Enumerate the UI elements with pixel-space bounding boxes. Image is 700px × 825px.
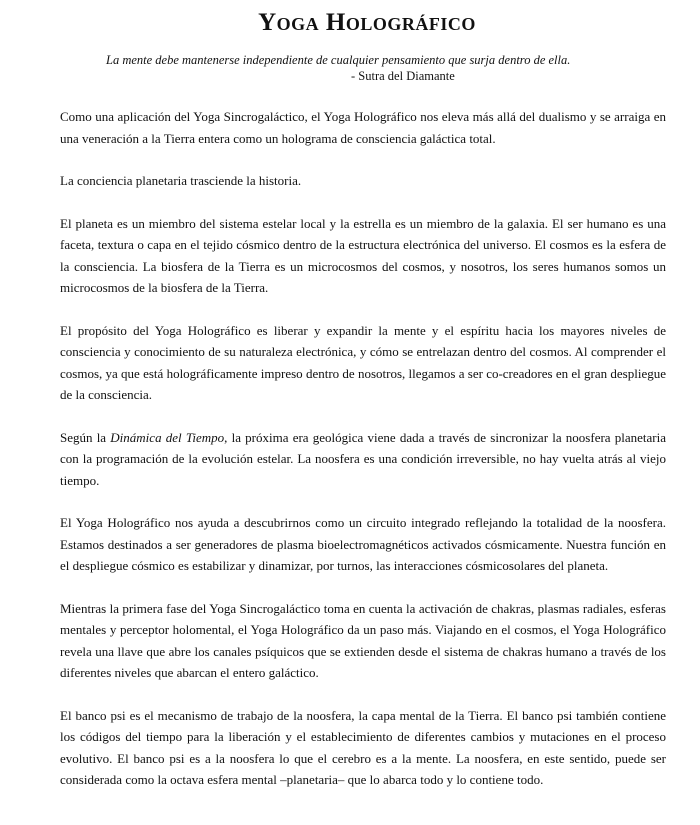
paragraph: La conciencia planetaria trasciende la historia. — [60, 173, 302, 188]
epigraph-source: - Sutra del Diamante — [351, 69, 455, 83]
paragraph: Mientras la primera fase del Yoga Sincrogaláctico toma en cuenta la activación de chakras, plasmas radiales, esferas mentales y perceptor holomental, el Yoga Holográfico da un paso más. Viajando en el cosmos, el Yoga Holográfico revela una llave que abre los canales psíquicos que se extienden desde el sistema de chakras humano a través de los diferentes niveles que abarcan el entero galáctico. — [60, 600, 666, 680]
paragraph: El planeta es un miembro del sistema estelar local y la estrella es un miembro de la galaxia. El ser humano es una faceta, textura o capa en el tejido cósmico dentro de la estructura electrónica del universo. El cosmos es la esfera de la consciencia. La biosfera de la Tierra es un microcosmos del cosmos, y nosotros, los seres humanos somos un microcosmos de la biosfera de la Tierra. — [60, 215, 666, 295]
book-title: Dinámica del Tiempo — [110, 429, 225, 445]
paragraph: El propósito del Yoga Holográfico es liberar y expandir la mente y el espíritu hacia los mayores niveles de consciencia y conocimiento de su naturaleza electrónica, y cómo se entrelazan dentro del cosmos. Al comprender el cosmos, ya que está holográficamente impreso dentro de nosotros, llegamos a ser co-creadores en el gran despliegue de la consciencia. — [60, 322, 666, 402]
paragraph: El banco psi es el mecanismo de trabajo de la noosfera, la capa mental de la Tierra. El banco psi también contiene los códigos del tiempo para la liberación y el establecimiento de diferentes cambios y mutaciones en el proceso evolutivo. El banco psi es a la noosfera lo que el cerebro es a la mente. La noosfera, en este sentido, puede ser considerada como la octava esfera mental –planetaria– que lo abarca todo y lo contiene todo. — [60, 707, 666, 787]
document-title: Yoga Holográfico — [258, 9, 476, 36]
paragraph: El Yoga Holográfico nos ayuda a descubrirnos como un circuito integrado reflejando la totalidad de la noosfera. Estamos destinados a ser generadores de plasma bioelectromagnéticos activados cósmicamente. Nuestra función en el despliegue cósmico es estabilizar y dinamizar, por turnos, las interacciones cósmicosolares del planeta. — [60, 515, 666, 573]
paragraph-dinamica — [60, 427, 666, 492]
paragraph-text: , la próxima era geológica viene dada a través de sincronizar la noosfera planetaria con la programación de la evolución estelar. La noosfera es una condición irreversible, no hay vuelta atrás al viejo tiempo. — [60, 429, 667, 488]
paragraph-text: Según la — [60, 429, 111, 445]
epigraph — [106, 52, 666, 84]
epigraph-quote: La mente debe mantenerse independiente de cualquier pensamiento que surja dentro de ella. — [106, 53, 571, 67]
document-body — [60, 106, 666, 791]
paragraph: Como una aplicación del Yoga Sincrogaláctico, el Yoga Holográfico nos eleva más allá del dualismo y se arraiga en una veneración a la Tierra entera como un holograma de consciencia galáctica total. — [60, 109, 666, 146]
